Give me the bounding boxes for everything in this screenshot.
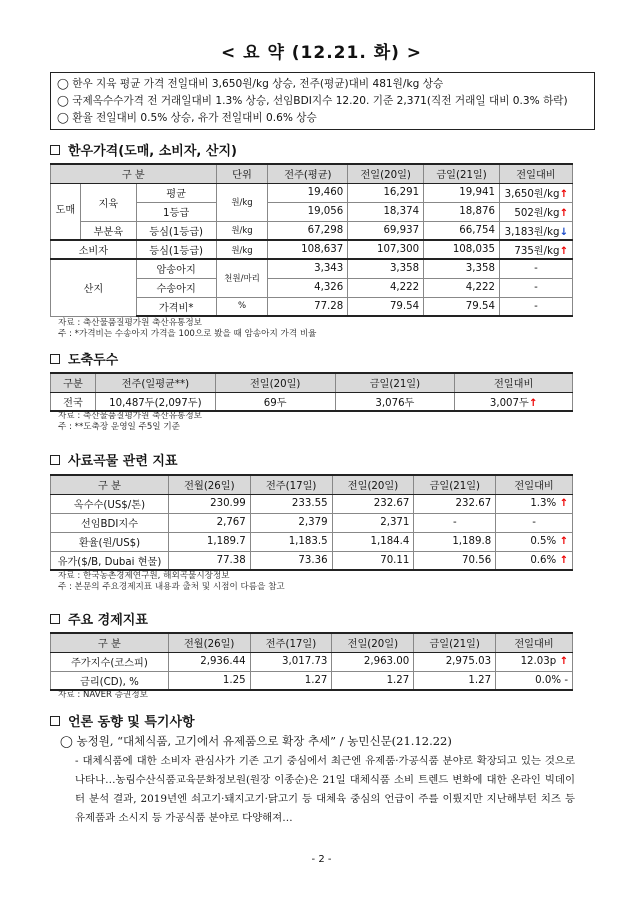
cell-value: 1.27 (332, 671, 414, 690)
table-header: 전주(17일) (250, 633, 332, 652)
checkbox-square-icon (50, 354, 60, 364)
diff-cell (496, 671, 573, 690)
cell-value: 79.54 (424, 297, 500, 316)
table-row (51, 183, 573, 202)
diff-value: 0.6% (530, 554, 557, 566)
unit-cell: % (216, 297, 268, 316)
checkbox-square-icon (50, 614, 60, 624)
cell-value: 2,371 (332, 513, 414, 532)
economy-table (50, 632, 573, 691)
table-footnote: 주 : **도축장 운영일 주5일 기준 (58, 422, 180, 432)
table-header: 전일대비 (496, 475, 573, 494)
cell-value: 2,767 (168, 513, 250, 532)
cell-value: 2,975.03 (414, 652, 496, 671)
cell-value: 69,937 (348, 221, 424, 240)
cell-value: 19,056 (268, 202, 348, 221)
cell-value: 4,222 (348, 278, 424, 297)
cell-value: 1.25 (168, 671, 250, 690)
table-footnote: 주 : 본문의 주요경제지표 내용과 출처 및 시점이 다름을 참고 (58, 582, 285, 592)
summary-line: ◯ 환율 전일대비 0.5% 상승, 유가 전일대비 0.6% 상승 (57, 112, 317, 124)
table-header: 구 분 (51, 475, 169, 494)
row-label: 선임BDI지수 (51, 513, 169, 532)
table-header: 전월(26일) (168, 633, 250, 652)
table-header: 전주(17일) (250, 475, 332, 494)
table-source-note: 자료 : NAVER 증권정보 (58, 690, 148, 700)
row-label: 등심(1등급) (136, 221, 216, 240)
unit-cell: 원/kg (216, 240, 268, 259)
cell-value: 77.28 (268, 297, 348, 316)
diff-value: 3,183원/kg (504, 226, 560, 238)
cell-value: 1,189.8 (414, 532, 496, 551)
table-row (51, 513, 573, 532)
row-label: 수송아지 (136, 278, 216, 297)
row-group-label: 지육 (80, 183, 136, 221)
diff-value: 12.03p (520, 656, 557, 667)
row-group-label: 부분육 (80, 221, 136, 240)
diff-cell (496, 532, 573, 551)
diff-cell (496, 652, 573, 671)
table-header: 구분 (51, 373, 96, 392)
diff-cell: - (499, 259, 572, 278)
diff-cell: - (499, 278, 572, 297)
row-label: 평균 (136, 183, 216, 202)
section-title: 주요 경제지표 (68, 613, 148, 628)
news-headline: ◯ 농정원, “대체식품, 고기에서 유제품으로 확장 추세” / 농민신문(21.12.22) (60, 734, 452, 748)
cell-value: 16,291 (348, 183, 424, 202)
row-label: 유가($/B, Dubai 현물) (51, 551, 169, 570)
row-label: 암송아지 (136, 259, 216, 278)
diff-cell: - (499, 297, 572, 316)
section-heading-economy (50, 609, 148, 628)
arrow-up-icon: ↑ (559, 536, 568, 547)
row-label: 주가지수(코스피) (51, 652, 169, 671)
diff-cell (496, 494, 573, 513)
table-source-note: 자료 : 축산물품질평가원 축산유통정보 (58, 318, 202, 328)
slaughter-table (50, 372, 573, 412)
table-header: 전일대비 (455, 373, 573, 392)
summary-line: ◯ 국제옥수수가격 전 거래일대비 1.3% 상승, 선임BDI지수 12.20. 기준 2,371(직전 거래일 대비 0.3% 하락) (57, 95, 568, 107)
cell-value: 3,343 (268, 259, 348, 278)
diff-cell (496, 551, 573, 570)
cell-value: 107,300 (348, 240, 424, 259)
diff-cell (499, 183, 572, 202)
table-header: 전일(20일) (215, 373, 335, 392)
cell-value: 230.99 (168, 494, 250, 513)
diff-value: 0.5% (530, 536, 557, 547)
table-row (51, 671, 573, 690)
row-label: 가격비* (136, 297, 216, 316)
cell-value: 3,076두 (335, 392, 455, 411)
cell-value: 108,035 (424, 240, 500, 259)
diff-value: 3,650원/kg (504, 189, 560, 200)
page-title: < 요 약 (12.21. 화) > (220, 43, 423, 63)
section-heading-slaughter (50, 349, 118, 368)
diff-cell (455, 392, 573, 411)
unit-cell: 천원/마리 (216, 259, 268, 297)
hanwoo-price-table (50, 163, 573, 317)
diff-value: 0.0% (535, 674, 562, 686)
summary-box (50, 72, 595, 130)
arrow-up-icon: ↑ (559, 246, 568, 257)
table-header: 전월(26일) (168, 475, 250, 494)
arrow-up-icon: ↑ (559, 189, 568, 200)
cell-value: 67,298 (268, 221, 348, 240)
row-group-label: 도매 (51, 183, 81, 240)
table-header: 금일(21일) (424, 164, 500, 183)
table-row (51, 532, 573, 551)
diff-cell (499, 202, 572, 221)
section-title: 한우가격(도매, 소비자, 산지) (68, 144, 237, 159)
table-header: 전일(20일) (348, 164, 424, 183)
unit-cell: 원/kg (216, 221, 268, 240)
cell-value: 232.67 (332, 494, 414, 513)
row-label: 옥수수(US$/톤) (51, 494, 169, 513)
table-header: 금일(21일) (335, 373, 455, 392)
cell-value: 70.56 (414, 551, 496, 570)
cell-value: 18,374 (348, 202, 424, 221)
arrow-up-icon: ↑ (559, 656, 568, 667)
diff-value: 1.3% (530, 498, 557, 509)
table-row (51, 551, 573, 570)
cell-value: 233.55 (250, 494, 332, 513)
news-body: - 대체식품에 대한 소비자 관심사가 기존 고기 중심에서 최근엔 유제품·가공식품 분야로 확장되고 있는 것으로 나타나…농림수산식품교육문화정보원(원장 이종순)은 21일 대체식품 소비 트렌드 변화에 대한 온라인 빅데이터 분석 결과, 2019년엔 쇠고기·돼지고기·닭고기 등 대체육 중심의 언급이 주를 이뤘지만 지난해부턴 치즈 등 유제품과 소시지 등 가공식품 분야로 다양해져… (75, 755, 575, 824)
section-title: 도축두수 (68, 353, 119, 368)
row-label: 전국 (51, 392, 96, 411)
checkbox-square-icon (50, 455, 60, 465)
arrow-down-icon: ↓ (559, 226, 568, 238)
cell-value: 1.27 (250, 671, 332, 690)
cell-value: 1,184.4 (332, 532, 414, 551)
cell-value: 1,183.5 (250, 532, 332, 551)
section-heading-hanwoo (50, 140, 237, 159)
diff-cell (499, 221, 572, 240)
table-source-note: 자료 : 축산물품질평가원 축산유통정보 (58, 411, 202, 421)
cell-value: 73.36 (250, 551, 332, 570)
page-number: - 2 - (311, 854, 332, 865)
row-group-label: 소비자 (51, 240, 137, 259)
table-header: 단위 (216, 164, 268, 183)
cell-value: 19,941 (424, 183, 500, 202)
feed-grain-table (50, 474, 573, 571)
table-row (51, 652, 573, 671)
checkbox-square-icon (50, 145, 60, 155)
cell-value: 4,326 (268, 278, 348, 297)
cell-value: 18,876 (424, 202, 500, 221)
diff-dash: - (564, 674, 568, 686)
table-source-note: 자료 : 한국농촌경제연구원, 해외곡물시장정보 (58, 571, 230, 581)
diff-value: 3,007두 (489, 397, 529, 409)
section-title: 언론 동향 및 특기사항 (68, 715, 195, 730)
table-row (51, 392, 573, 411)
cell-value: 70.11 (332, 551, 414, 570)
table-header: 금일(21일) (414, 475, 496, 494)
cell-value: 77.38 (168, 551, 250, 570)
cell-value: - (414, 513, 496, 532)
table-row (51, 494, 573, 513)
diff-value: 735원/kg (514, 246, 560, 257)
row-label: 환율(원/US$) (51, 532, 169, 551)
table-row (51, 240, 573, 259)
table-header: 전일대비 (499, 164, 572, 183)
section-heading-media (50, 711, 195, 730)
arrow-up-icon: ↑ (559, 498, 568, 509)
cell-value: 1.27 (414, 671, 496, 690)
cell-value: 79.54 (348, 297, 424, 316)
diff-cell (499, 240, 572, 259)
diff-cell: - (496, 513, 573, 532)
cell-value: 69두 (215, 392, 335, 411)
diff-value: 502원/kg (514, 208, 560, 219)
row-label: 1등급 (136, 202, 216, 221)
cell-value: 2,379 (250, 513, 332, 532)
table-footnote: 주 : *가격비는 수송아지 가격을 100으로 봤을 때 암송아지 가격 비율 (58, 329, 317, 339)
row-label: 등심(1등급) (136, 240, 216, 259)
table-header: 전일대비 (496, 633, 573, 652)
arrow-up-icon: ↑ (559, 554, 568, 566)
row-group-label: 산지 (51, 259, 137, 316)
cell-value: 66,754 (424, 221, 500, 240)
cell-value: 19,460 (268, 183, 348, 202)
table-row (51, 259, 573, 278)
arrow-up-icon: ↑ (559, 208, 568, 219)
table-header: 구 분 (51, 164, 217, 183)
row-label: 금리(CD), % (51, 671, 169, 690)
table-header: 전일(20일) (332, 633, 414, 652)
table-row (51, 221, 573, 240)
table-header: 전주(평균) (268, 164, 348, 183)
section-heading-feed-grain (50, 450, 178, 469)
cell-value: 3,358 (348, 259, 424, 278)
checkbox-square-icon (50, 716, 60, 726)
unit-cell: 원/kg (216, 183, 268, 221)
cell-value: 108,637 (268, 240, 348, 259)
summary-line: ◯ 한우 지육 평균 가격 전일대비 3,650원/kg 상승, 전주(평균)대비 481원/kg 상승 (57, 78, 444, 90)
cell-value: 4,222 (424, 278, 500, 297)
table-header: 전일(20일) (332, 475, 414, 494)
table-header: 금일(21일) (414, 633, 496, 652)
table-header: 전주(일평균**) (95, 373, 215, 392)
arrow-up-icon: ↑ (528, 397, 538, 409)
cell-value: 2,963.00 (332, 652, 414, 671)
cell-value: 1,189.7 (168, 532, 250, 551)
section-title: 사료곡물 관련 지표 (68, 454, 178, 469)
cell-value: 232.67 (414, 494, 496, 513)
cell-value: 2,936.44 (168, 652, 250, 671)
cell-value: 10,487두(2,097두) (95, 392, 215, 411)
table-header: 구 분 (51, 633, 169, 652)
cell-value: 3,017.73 (250, 652, 332, 671)
cell-value: 3,358 (424, 259, 500, 278)
